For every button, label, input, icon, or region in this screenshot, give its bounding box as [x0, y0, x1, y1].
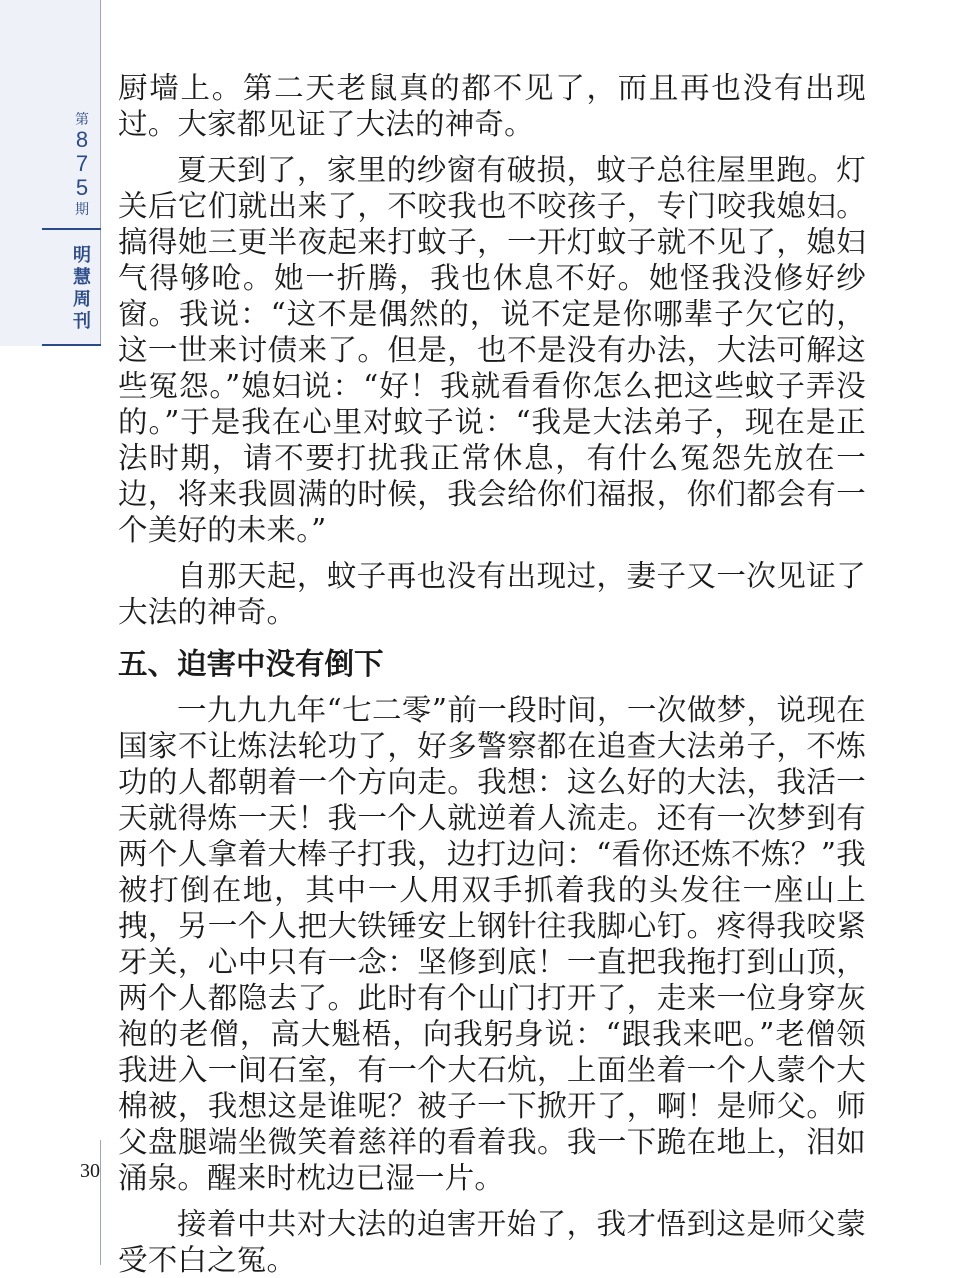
sidebar-divider-line [100, 1140, 101, 1265]
magazine-char: 周 [73, 289, 91, 309]
magazine-name [62, 244, 102, 332]
page-number: 30 [80, 1160, 100, 1182]
issue-suffix: 期 [75, 201, 89, 217]
issue-digit: 8 [75, 127, 89, 152]
section-heading: 五、迫害中没有倒下 [118, 647, 384, 681]
magazine-char: 慧 [73, 267, 91, 287]
issue-digit: 7 [75, 151, 89, 176]
issue-digit: 5 [75, 175, 89, 200]
page-sidebar [0, 0, 101, 1265]
issue-number [62, 110, 102, 218]
article-body [118, 70, 866, 1278]
issue-rule [42, 228, 101, 230]
issue-prefix: 第 [75, 111, 89, 127]
paragraph: 自那天起，蚊子再也没有出现过，妻子又一次见证了大法的神奇。 [118, 559, 866, 629]
magazine-char: 明 [73, 245, 91, 265]
paragraph: 一九九九年“七二零”前一段时间，一次做梦，说现在国家不让炼法轮功了，好多警察都在追查大法弟子，不炼功的人都朝着一个方向走。我想：这么好的大法，我活一天就得炼一天！我一个人就逆着人流走。还有一次梦到有两个人拿着大棒子打我，边打边问：“看你还炼不炼？”我被打倒在地，其中一人用双手抓着我的头发往一座山上拽，另一个人把大铁锤安上钢针往我脚心钉。疼得我咬紧牙关，心中只有一念：坚修到底！一直把我拖打到山顶，两个人都隐去了。此时有个山门打开了，走来一位身穿灰袍的老僧，高大魁梧，向我躬身说：“跟我来吧。”老僧领我进入一间石室，有一个大石炕，上面坐着一个人蒙个大棉被，我想这是谁呢？被子一下掀开了，啊！是师父。师父盘腿端坐微笑着慈祥的看着我。我一下跪在地上，泪如涌泉。醒来时枕边已湿一片。 [118, 693, 866, 1195]
magazine-char: 刊 [73, 311, 91, 331]
paragraph: 厨墙上。第二天老鼠真的都不见了，而且再也没有出现过。大家都见证了大法的神奇。 [118, 71, 866, 141]
paragraph: 接着中共对大法的迫害开始了，我才悟到这是师父蒙受不白之冤。 [118, 1207, 866, 1277]
paragraph: 夏天到了，家里的纱窗有破损，蚊子总往屋里跑。灯关后它们就出来了，不咬我也不咬孩子，专门咬我媳妇。搞得她三更半夜起来打蚊子，一开灯蚊子就不见了，媳妇气得够呛。她一折腾，我也休息不好。她怪我没修好纱窗。我说：“这不是偶然的，说不定是你哪辈子欠它的，这一世来讨债来了。但是，也不是没有办法，大法可解这些冤怨。”媳妇说：“好！我就看看你怎么把这些蚊子弄没的。”于是我在心里对蚊子说：“我是大法弟子，现在是正法时期，请不要打扰我正常休息，有什么冤怨先放在一边，将来我圆满的时候，我会给你们福报，你们都会有一个美好的未来。” [118, 153, 866, 547]
magazine-rule [42, 344, 101, 346]
